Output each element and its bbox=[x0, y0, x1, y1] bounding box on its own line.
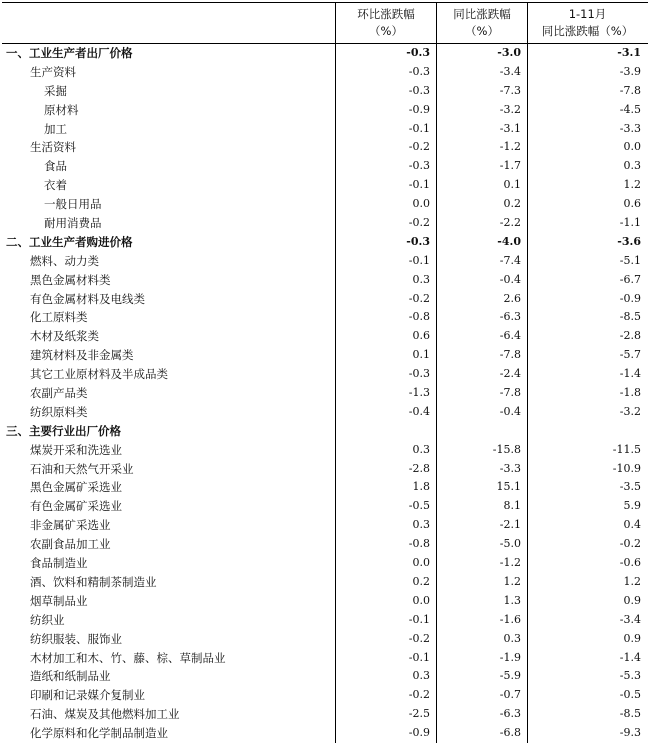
cell-mom: 0.3 bbox=[335, 271, 436, 290]
row-label: 造纸和纸制品业 bbox=[30, 669, 111, 684]
row-label: 石油和天然气开采业 bbox=[30, 461, 134, 476]
cell-mom: -0.1 bbox=[335, 252, 436, 271]
cell-mom: -0.3 bbox=[335, 44, 436, 63]
cell-mom: -0.3 bbox=[335, 63, 436, 82]
table-row bbox=[2, 346, 648, 365]
cell-yoy: -5.0 bbox=[436, 535, 527, 554]
cell-ytd: -1.4 bbox=[527, 365, 647, 384]
cell-mom: 0.3 bbox=[335, 667, 436, 686]
table-row bbox=[2, 120, 648, 139]
row-label: 三、主要行业出厂价格 bbox=[6, 423, 121, 438]
row-label: 石油、煤炭及其他燃料加工业 bbox=[30, 707, 180, 722]
cell-ytd: -0.9 bbox=[527, 290, 647, 309]
table-row bbox=[2, 516, 648, 535]
cell-ytd: -3.2 bbox=[527, 403, 647, 422]
table-row bbox=[2, 705, 648, 724]
cell-yoy: 1.3 bbox=[436, 592, 527, 611]
table-row bbox=[2, 667, 648, 686]
cell-mom: -0.2 bbox=[335, 138, 436, 157]
cell-ytd: -5.3 bbox=[527, 667, 647, 686]
row-label: 纺织业 bbox=[30, 612, 65, 627]
row-label: 煤炭开采和洗选业 bbox=[30, 442, 122, 457]
cell-yoy: 0.2 bbox=[436, 195, 527, 214]
table-row bbox=[2, 686, 648, 705]
cell-ytd: 0.3 bbox=[527, 157, 647, 176]
row-label: 黑色金属材料类 bbox=[30, 272, 111, 287]
cell-yoy: -1.6 bbox=[436, 611, 527, 630]
row-label: 烟草制品业 bbox=[30, 593, 88, 608]
cell-yoy: 0.1 bbox=[436, 176, 527, 195]
cell-yoy: 1.2 bbox=[436, 573, 527, 592]
cell-mom: 0.3 bbox=[335, 516, 436, 535]
row-label: 农副产品类 bbox=[30, 386, 88, 401]
row-label: 食品制造业 bbox=[30, 556, 88, 571]
table-row bbox=[2, 460, 648, 479]
cell-ytd: -3.3 bbox=[527, 120, 647, 139]
row-label: 化工原料类 bbox=[30, 310, 88, 325]
cell-mom: -0.1 bbox=[335, 120, 436, 139]
cell-yoy: -7.8 bbox=[436, 384, 527, 403]
cell-ytd: -0.6 bbox=[527, 554, 647, 573]
table-body bbox=[2, 44, 648, 743]
row-label: 化学原料和化学制品制造业 bbox=[30, 726, 168, 741]
cell-mom: 0.2 bbox=[335, 573, 436, 592]
cell-yoy: 8.1 bbox=[436, 497, 527, 516]
table-row bbox=[2, 724, 648, 743]
price-index-table bbox=[2, 2, 648, 743]
cell-yoy: -1.9 bbox=[436, 649, 527, 668]
cell-ytd: -1.4 bbox=[527, 649, 647, 668]
table-row bbox=[2, 214, 648, 233]
row-label: 衣着 bbox=[44, 178, 67, 193]
cell-yoy: -3.2 bbox=[436, 101, 527, 120]
cell-mom: -0.1 bbox=[335, 649, 436, 668]
cell-yoy: -0.4 bbox=[436, 271, 527, 290]
cell-yoy: -1.7 bbox=[436, 157, 527, 176]
row-label: 纺织服装、服饰业 bbox=[30, 631, 122, 646]
table-row bbox=[2, 44, 648, 63]
header-ytd bbox=[527, 3, 647, 43]
cell-yoy bbox=[436, 422, 527, 441]
cell-yoy: -7.3 bbox=[436, 82, 527, 101]
cell-mom: 0.0 bbox=[335, 195, 436, 214]
row-label: 一般日用品 bbox=[44, 197, 102, 212]
table-row bbox=[2, 422, 648, 441]
table-row bbox=[2, 573, 648, 592]
table-row bbox=[2, 365, 648, 384]
row-label: 食品 bbox=[44, 159, 67, 174]
table-row bbox=[2, 554, 648, 573]
cell-yoy: -3.1 bbox=[436, 120, 527, 139]
row-label: 二、工业生产者购进价格 bbox=[6, 234, 133, 249]
cell-ytd: 1.2 bbox=[527, 573, 647, 592]
cell-mom: -0.1 bbox=[335, 611, 436, 630]
cell-mom: -0.3 bbox=[335, 82, 436, 101]
cell-ytd: 1.2 bbox=[527, 176, 647, 195]
row-label: 生活资料 bbox=[30, 140, 76, 155]
row-label: 一、工业生产者出厂价格 bbox=[6, 46, 133, 60]
cell-yoy: -3.4 bbox=[436, 63, 527, 82]
cell-yoy: 0.3 bbox=[436, 630, 527, 649]
table-row bbox=[2, 290, 648, 309]
cell-mom: -0.9 bbox=[335, 724, 436, 743]
cell-yoy: -3.0 bbox=[436, 44, 527, 63]
cell-ytd: -3.6 bbox=[527, 233, 647, 252]
cell-mom: -2.8 bbox=[335, 460, 436, 479]
header-mom-unit: （%） bbox=[369, 24, 403, 38]
table-row bbox=[2, 195, 648, 214]
table-row bbox=[2, 82, 648, 101]
row-label: 建筑材料及非金属类 bbox=[30, 348, 134, 363]
row-label: 木材及纸浆类 bbox=[30, 329, 99, 344]
table-header bbox=[2, 2, 648, 44]
row-label: 酒、饮料和精制茶制造业 bbox=[30, 574, 157, 589]
cell-mom: -0.2 bbox=[335, 630, 436, 649]
cell-ytd: -1.1 bbox=[527, 214, 647, 233]
row-label: 非金属矿采选业 bbox=[30, 518, 111, 533]
cell-ytd: 0.6 bbox=[527, 195, 647, 214]
cell-ytd: 0.4 bbox=[527, 516, 647, 535]
cell-mom: -0.2 bbox=[335, 686, 436, 705]
cell-yoy: -1.2 bbox=[436, 138, 527, 157]
cell-mom: -0.9 bbox=[335, 101, 436, 120]
row-label: 纺织原料类 bbox=[30, 404, 88, 419]
row-label: 燃料、动力类 bbox=[30, 253, 99, 268]
table-row bbox=[2, 157, 648, 176]
row-label: 印刷和记录媒介复制业 bbox=[30, 688, 145, 703]
cell-ytd: -3.1 bbox=[527, 44, 647, 63]
cell-ytd: -8.5 bbox=[527, 705, 647, 724]
table-row bbox=[2, 63, 648, 82]
cell-ytd bbox=[527, 422, 647, 441]
row-label: 木材加工和木、竹、藤、棕、草制品业 bbox=[30, 650, 226, 665]
cell-mom: -1.3 bbox=[335, 384, 436, 403]
row-label: 原材料 bbox=[44, 102, 79, 117]
cell-yoy: -6.4 bbox=[436, 327, 527, 346]
cell-yoy: -1.2 bbox=[436, 554, 527, 573]
cell-ytd: 0.9 bbox=[527, 630, 647, 649]
header-mom bbox=[335, 3, 436, 43]
cell-yoy: -2.4 bbox=[436, 365, 527, 384]
cell-ytd: -0.2 bbox=[527, 535, 647, 554]
table-row bbox=[2, 592, 648, 611]
cell-mom: 0.1 bbox=[335, 346, 436, 365]
cell-mom: 0.0 bbox=[335, 592, 436, 611]
table-row bbox=[2, 630, 648, 649]
cell-yoy: -6.3 bbox=[436, 308, 527, 327]
row-label: 有色金属材料及电线类 bbox=[30, 291, 145, 306]
cell-ytd: -3.9 bbox=[527, 63, 647, 82]
cell-mom: -2.5 bbox=[335, 705, 436, 724]
header-ytd-title: 1-11月 bbox=[568, 7, 607, 21]
row-label: 黑色金属矿采选业 bbox=[30, 480, 122, 495]
cell-ytd: 0.0 bbox=[527, 138, 647, 157]
cell-yoy: 15.1 bbox=[436, 478, 527, 497]
table-row bbox=[2, 497, 648, 516]
cell-ytd: 0.9 bbox=[527, 592, 647, 611]
cell-mom: -0.8 bbox=[335, 308, 436, 327]
cell-ytd: -5.7 bbox=[527, 346, 647, 365]
table-row bbox=[2, 327, 648, 346]
cell-mom: -0.8 bbox=[335, 535, 436, 554]
cell-mom: -0.2 bbox=[335, 214, 436, 233]
cell-yoy: -7.8 bbox=[436, 346, 527, 365]
table-row bbox=[2, 384, 648, 403]
header-ytd-unit: 同比涨跌幅（%） bbox=[541, 24, 634, 38]
table-row bbox=[2, 611, 648, 630]
cell-yoy: -2.1 bbox=[436, 516, 527, 535]
cell-mom: 0.3 bbox=[335, 441, 436, 460]
cell-ytd: -6.7 bbox=[527, 271, 647, 290]
cell-mom: 0.6 bbox=[335, 327, 436, 346]
cell-ytd: -3.5 bbox=[527, 478, 647, 497]
cell-ytd: -5.1 bbox=[527, 252, 647, 271]
table-row bbox=[2, 233, 648, 252]
cell-mom: -0.5 bbox=[335, 497, 436, 516]
cell-ytd: -4.5 bbox=[527, 101, 647, 120]
cell-mom: -0.3 bbox=[335, 157, 436, 176]
cell-mom: -0.4 bbox=[335, 403, 436, 422]
row-label: 采掘 bbox=[44, 83, 67, 98]
cell-ytd: -11.5 bbox=[527, 441, 647, 460]
table-row bbox=[2, 535, 648, 554]
cell-mom: -0.1 bbox=[335, 176, 436, 195]
cell-ytd: -1.8 bbox=[527, 384, 647, 403]
cell-mom: 0.0 bbox=[335, 554, 436, 573]
row-label: 生产资料 bbox=[30, 64, 76, 79]
cell-yoy: -3.3 bbox=[436, 460, 527, 479]
table-row bbox=[2, 478, 648, 497]
cell-yoy: -4.0 bbox=[436, 233, 527, 252]
cell-yoy: 2.6 bbox=[436, 290, 527, 309]
table-row bbox=[2, 403, 648, 422]
table-row bbox=[2, 649, 648, 668]
table-row bbox=[2, 138, 648, 157]
cell-ytd: -9.3 bbox=[527, 724, 647, 743]
cell-yoy: -6.8 bbox=[436, 724, 527, 743]
row-label: 耐用消费品 bbox=[44, 216, 102, 231]
header-yoy bbox=[436, 3, 527, 43]
header-yoy-unit: （%） bbox=[465, 24, 499, 38]
cell-yoy: -5.9 bbox=[436, 667, 527, 686]
row-label: 加工 bbox=[44, 121, 67, 136]
cell-ytd: 5.9 bbox=[527, 497, 647, 516]
header-yoy-title: 同比涨跌幅 bbox=[453, 7, 511, 21]
row-label: 有色金属矿采选业 bbox=[30, 499, 122, 514]
cell-yoy: -15.8 bbox=[436, 441, 527, 460]
cell-mom: -0.3 bbox=[335, 233, 436, 252]
cell-ytd: -3.4 bbox=[527, 611, 647, 630]
cell-mom: 1.8 bbox=[335, 478, 436, 497]
row-label: 农副食品加工业 bbox=[30, 537, 111, 552]
cell-yoy: -0.4 bbox=[436, 403, 527, 422]
cell-ytd: -2.8 bbox=[527, 327, 647, 346]
cell-mom bbox=[335, 422, 436, 441]
cell-ytd: -10.9 bbox=[527, 460, 647, 479]
header-label-column bbox=[2, 3, 335, 43]
cell-mom: -0.2 bbox=[335, 290, 436, 309]
cell-yoy: -0.7 bbox=[436, 686, 527, 705]
cell-mom: -0.3 bbox=[335, 365, 436, 384]
cell-yoy: -6.3 bbox=[436, 705, 527, 724]
table-row bbox=[2, 441, 648, 460]
table-row bbox=[2, 176, 648, 195]
table-row bbox=[2, 101, 648, 120]
table-row bbox=[2, 308, 648, 327]
row-label: 其它工业原材料及半成品类 bbox=[30, 367, 168, 382]
cell-ytd: -8.5 bbox=[527, 308, 647, 327]
table-row bbox=[2, 271, 648, 290]
header-mom-title: 环比涨跌幅 bbox=[357, 7, 415, 21]
table-row bbox=[2, 252, 648, 271]
cell-yoy: -7.4 bbox=[436, 252, 527, 271]
cell-yoy: -2.2 bbox=[436, 214, 527, 233]
cell-ytd: -0.5 bbox=[527, 686, 647, 705]
cell-ytd: -7.8 bbox=[527, 82, 647, 101]
